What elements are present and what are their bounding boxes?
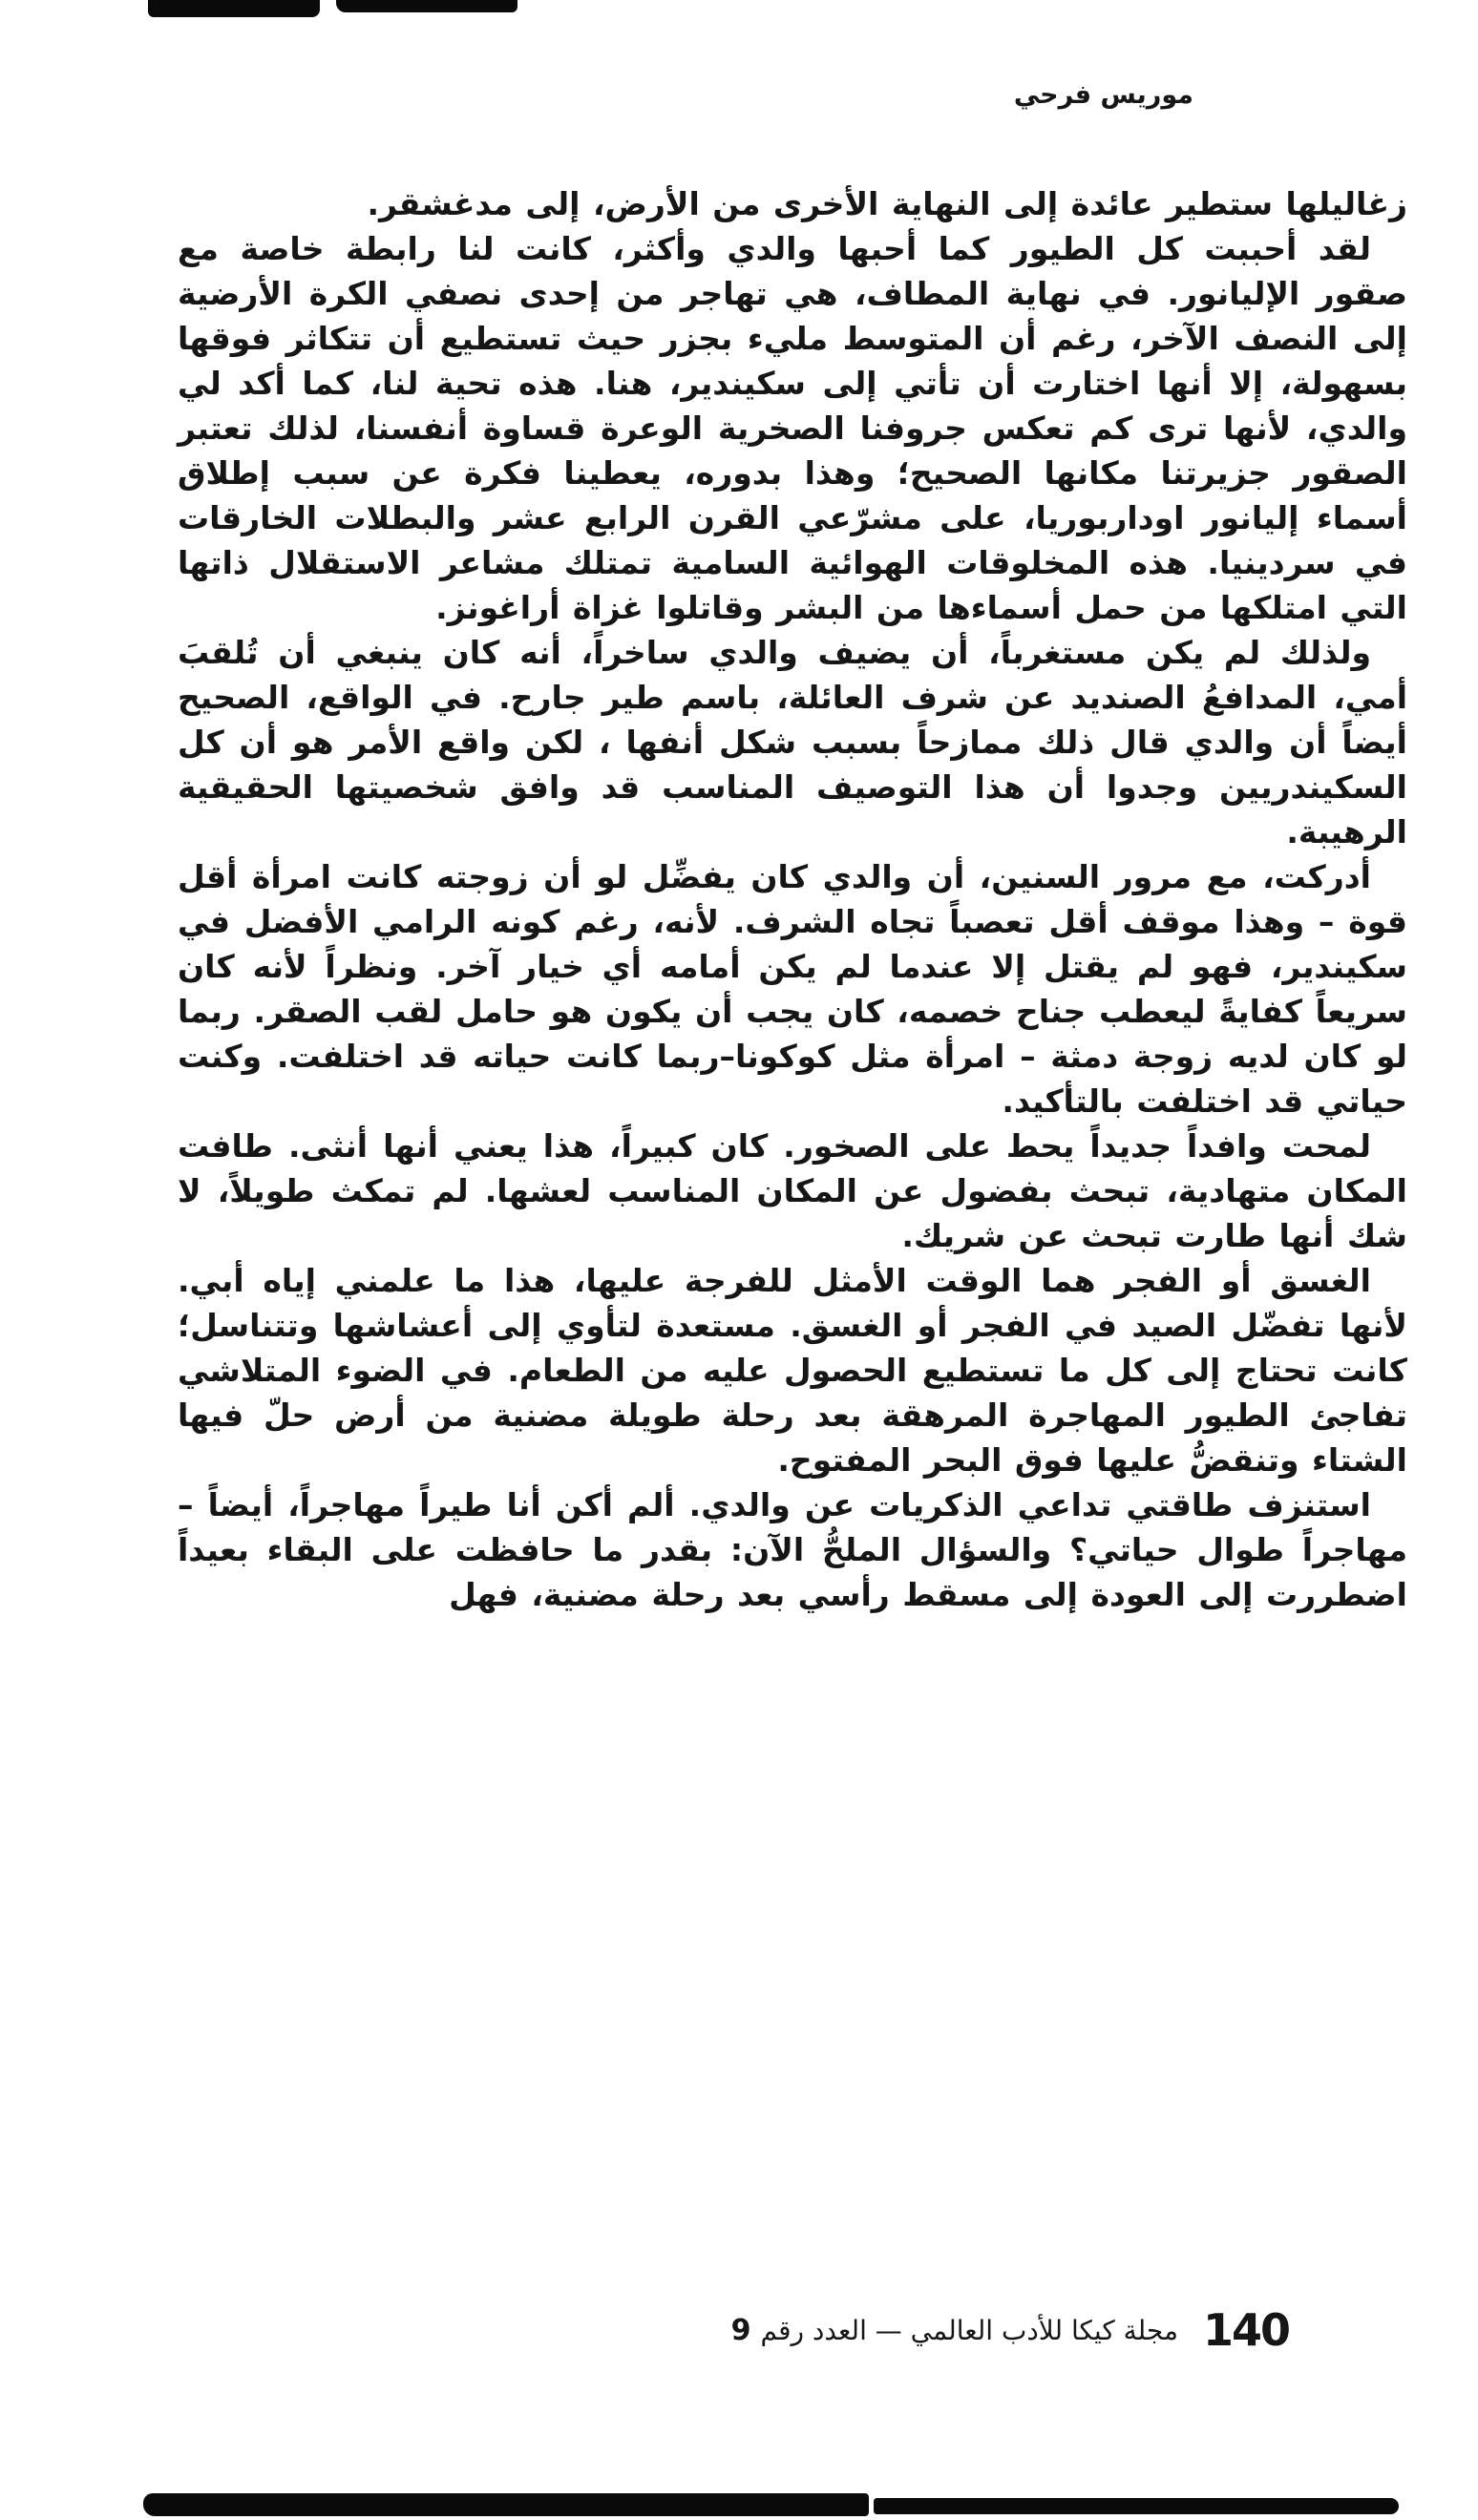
body-text <box>178 181 1407 1617</box>
page-footer <box>730 2304 1289 2356</box>
paragraph: استنزف طاقتي تداعي الذكريات عن والدي. ألم أكن أنا طيراً مهاجراً، أيضاً – مهاجراً طوال حياتي؟ والسؤال الملحُّ الآن: بقدر ما حافظت على البقاء بعيداً اضطررت إلى العودة إلى مسقط رأسي بعد رحلة مضنية، فهل <box>178 1486 1407 1613</box>
journal-title: مجلة كيكا للأدب العالمي — العدد رقم <box>760 2314 1178 2346</box>
paragraph: لمحت وافداً جديداً يحط على الصخور. كان كبيراً، هذا يعني أنها أنثى. طافت المكان متهادية، تبحث بفضول عن المكان المناسب لعشها. لم تمكث طويلاً، لا شك أنها طارت تبحث عن شريك. <box>178 1127 1407 1254</box>
running-head-author: موريس فرحي <box>1013 80 1193 110</box>
paragraph: زغاليلها ستطير عائدة إلى النهاية الأخرى من الأرض، إلى مدغشقر. <box>367 185 1407 222</box>
scan-artifact-bottom-right <box>143 2493 869 2516</box>
scan-artifact-top-center <box>336 0 517 12</box>
paragraph: الغسق أو الفجر هما الوقت الأمثل للفرجة عليها، هذا ما علمني إياه أبي. لأنها تفضّل الصيد في الفجر أو الغسق. مستعدة لتأوي إلى أعشاشها وتتناسل؛ كانت تحتاج إلى كل ما تستطيع الحصول عليه من الطعام. في الضوء المتلاشي تفاجئ الطيور المهاجرة المرهقة بعد رحلة طويلة مضنية من أرض حلّ فيها الشتاء وتنقضُّ عليها فوق البحر المفتوح. <box>178 1262 1407 1479</box>
journal-line <box>731 2314 1178 2347</box>
scan-artifact-top-left <box>148 0 320 17</box>
page-number: 140 <box>1202 2304 1289 2356</box>
scan-artifact-bottom-left <box>874 2498 1399 2514</box>
paragraph: لقد أحببت كل الطيور كما أحبها والدي وأكثر، كانت لنا رابطة خاصة مع صقور الإليانور. في نهاية المطاف، هي تهاجر من إحدى نصفي الكرة الأرضية إلى النصف الآخر، رغم أن المتوسط مليء بجزر حيث تستطيع أن تتكاثر فوقها بسهولة، إلا أنها اختارت أن تأتي إلى سكيندير، هنا. هذه تحية لنا، كما أكد لي والدي، لأنها ترى كم تعكس جروفنا الصخرية الوعرة قساوة أنفسنا، لذلك تعتبر الصقور جزيرتنا مكانها الصحيح؛ وهذا بدوره، يعطينا فكرة عن سبب إطلاق أسماء إليانور اوداربوريا، على مشرّعي القرن الرابع عشر والبطلات الخارقات في سردينيا. هذه المخلوقات الهوائية السامية تمتلك مشاعر الاستقلال ذاتها التي امتلكها من حمل أسماءها من البشر وقاتلوا غزاة أراغونز. <box>178 230 1407 626</box>
paragraph: أدركت، مع مرور السنين، أن والدي كان يفضِّل لو أن زوجته كانت امرأة أقل قوة – وهذا موقف أقل تعصباً تجاه الشرف. لأنه، رغم كونه الرامي الأفضل في سكيندير، فهو لم يقتل إلا عندما لم يكن أمامه أي خيار آخر. ونظراً لأنه كان سريعاً كفايةً ليعطب جناح خصمه، كان يجب أن يكون هو حامل لقب الصقر. ربما لو كان لديه زوجة دمثة – امرأة مثل كوكونا–ربما كانت حياته قد اختلفت. وكنت حياتي قد اختلفت بالتأكيد. <box>178 858 1407 1120</box>
paragraph: ولذلك لم يكن مستغرباً، أن يضيف والدي ساخراً، أنه كان ينبغي أن تُلقبَ أمي، المدافعُ الصنديد عن شرف العائلة، باسم طير جارح. في الواقع، الصحيح أيضاً أن والدي قال ذلك ممازحاً بسبب شكل أنفها ، لكن واقع الأمر هو أن كل السكيندريين وجدوا أن هذا التوصيف المناسب قد وافق شخصيتها الحقيقية الرهيبة. <box>178 634 1407 850</box>
issue-number: 9 <box>730 2313 751 2347</box>
